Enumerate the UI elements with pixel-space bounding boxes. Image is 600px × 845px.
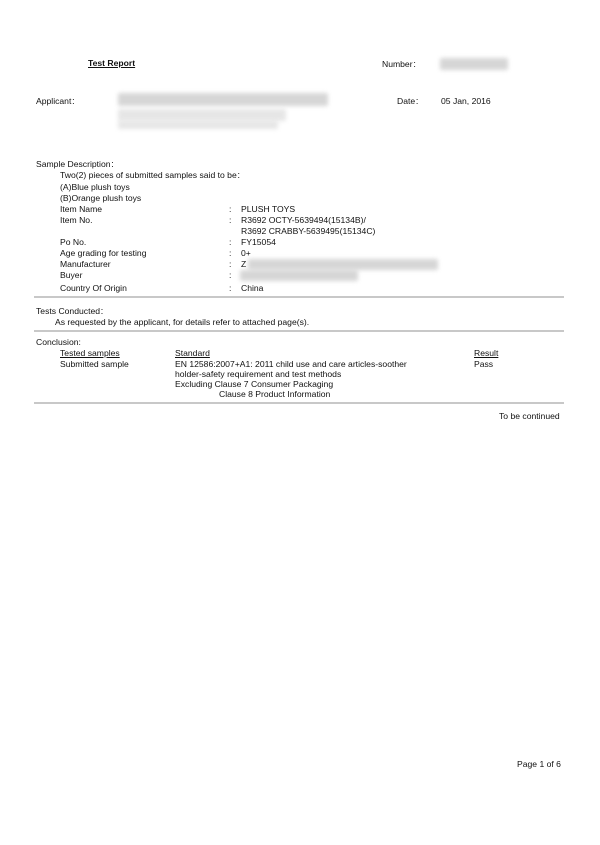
redacted-applicant-address-2	[118, 121, 278, 129]
redacted-buyer	[240, 270, 358, 281]
tested-sample-value: Submitted sample	[60, 359, 129, 369]
to-be-continued: To be continued	[499, 411, 560, 421]
tests-conducted-heading: Tests Conducted：	[36, 306, 109, 316]
item-name-colon: :	[229, 204, 232, 214]
age-grading-value: 0+	[241, 248, 251, 258]
item-name-value: PLUSH TOYS	[241, 204, 296, 214]
po-no-colon: :	[229, 237, 232, 247]
date-value: 05 Jan, 2016	[441, 96, 491, 106]
country-colon: :	[229, 283, 232, 293]
standard-line-1: EN 12586:2007+A1: 2011 child use and care articles-soother	[175, 359, 407, 369]
sample-intro: Two(2) pieces of submitted samples said to be：	[60, 170, 246, 180]
sample-line-b: (B)Orange plush toys	[60, 193, 142, 203]
manufacturer-colon: :	[229, 259, 232, 269]
standard-line-2: holder-safety requirement and test methods	[175, 369, 342, 379]
dotted-divider-1	[34, 296, 564, 298]
redacted-applicant-name	[118, 93, 328, 106]
dotted-divider-3	[34, 402, 564, 404]
country-value: China	[241, 283, 264, 293]
standard-line-4: Clause 8 Product Information	[219, 389, 331, 399]
number-label: Number：	[382, 59, 422, 69]
age-grading-colon: :	[229, 248, 232, 258]
manufacturer-value: Z	[241, 259, 247, 269]
po-no-value: FY15054	[241, 237, 276, 247]
age-grading-label: Age grading for testing	[60, 248, 147, 258]
result-value: Pass	[474, 359, 494, 369]
redacted-number	[440, 58, 508, 70]
sample-line-a: (A)Blue plush toys	[60, 182, 130, 192]
buyer-colon: :	[229, 270, 232, 280]
col-result: Result	[474, 348, 499, 358]
dotted-divider-2	[34, 330, 564, 332]
col-tested-samples: Tested samples	[60, 348, 120, 358]
item-no-colon: :	[229, 215, 232, 225]
col-standard: Standard	[175, 348, 210, 358]
redacted-applicant-address-1	[118, 109, 286, 121]
standard-line-3: Excluding Clause 7 Consumer Packaging	[175, 379, 334, 389]
date-label: Date：	[397, 96, 424, 106]
conclusion-heading: Conclusion:	[36, 337, 81, 347]
item-no-value-1: R3692 OCTY-5639494(15134B)/	[241, 215, 366, 225]
applicant-label: Applicant：	[36, 96, 80, 106]
report-title: Test Report	[88, 58, 136, 68]
page-number: Page 1 of 6	[517, 759, 561, 769]
item-no-label: Item No.	[60, 215, 93, 225]
tests-conducted-text: As requested by the applicant, for details refer to attached page(s).	[55, 317, 310, 327]
item-name-label: Item Name	[60, 204, 103, 214]
redacted-manufacturer	[248, 259, 438, 270]
po-no-label: Po No.	[60, 237, 87, 247]
country-label: Country Of Origin	[60, 283, 127, 293]
buyer-label: Buyer	[60, 270, 83, 280]
item-no-value-2: R3692 CRABBY-5639495(15134C)	[241, 226, 376, 236]
sample-description-heading: Sample Description：	[36, 159, 120, 169]
manufacturer-label: Manufacturer	[60, 259, 111, 269]
